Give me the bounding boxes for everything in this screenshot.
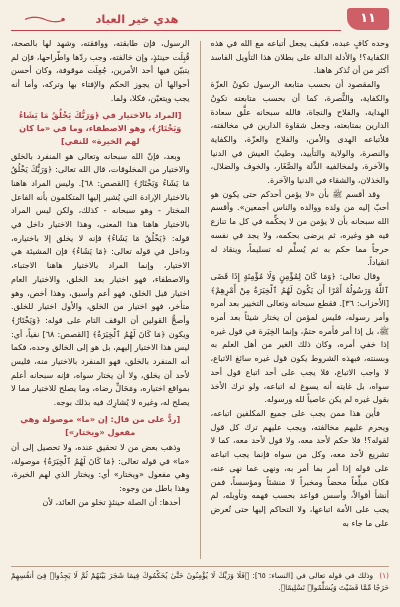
page-number-badge: ١١ <box>347 8 389 30</box>
text-columns <box>11 37 389 563</box>
paragraph: وحده كافٍ عبده، فكيف يجعل أتباعه مع الله في هذه الكفاية؟! والأدلة الدالة على بطلان هذا التأويل الفاسد أكثر من أن تُذكر هاهنا. <box>210 38 389 76</box>
footnote <box>11 570 389 604</box>
paragraph: وذهب بعض من لا تحقيق عنده، ولا تحصيل إلى أن «ما» في قوله تعالى: ﴿مَا كَانَ لَهُمُ ٱلْخِيَرَةُ﴾ موصولة، وهي مفعول «ويختار» أي: ويختار الذي لهم الخيرة، وهذا باطل من وجوه: <box>11 441 190 493</box>
section-heading: [ردٌّ على من قال: إن «ما» موصولة وهي مفعول «ويختار»] <box>20 413 181 437</box>
paragraph: أحدها: أن الصلة حينئذٍ تخلو من العائد، لأن <box>42 496 181 507</box>
footnote-rule <box>11 566 389 567</box>
column-divider <box>200 41 201 559</box>
ornament-icon <box>23 15 67 24</box>
paragraph: والمقصود أن بحسب متابعة الرسول تكونُ العزّة والكفاية، والنُّصرة، كما أن بحسب متابعته تكونُ الهداية، والفلاح والنجاة، فالله سبحانه علَّق سعادة الدارين بمتابعته، وجعل شقاوة الدارين في مخالفته، فلأتباعه الهدى والأمن، والفلاح والعزّة، والكفاية والنصرة، والولاية والتأييد، وطيبُ العيش في الدنيا والآخرة، ولمخالفيه الذِّلة والصَّغَار، والخوف والضلال، والخذلان، والشقاء في الدنيا والآخرة. <box>210 79 389 186</box>
header-rule <box>11 30 341 31</box>
paragraph: فأين هذا ممن يجب على جميع المكلفين اتباعه، ويحرم عليهم مخالفته، ويجب عليهم ترك كل قول لقوله؟! فلا حكم لأحد معه، ولا قول لأحد معه، كما لا تشريع لأحد معه، وكل من سواه فإنما يجب اتباعه على قوله إذا أمر بما أمر به، ونهى عما نهى عنه، فكان مبلِّغاً محضاً ومخبراً لا منشئاً ومؤسساً، فمن أنشأ أقوالاً، وأسس قواعد بحسب فهمه وتأويله، لم يجب على الأمة اتباعها، ولا التحاكم إليها حتى تُعرض على ما جاء به <box>210 407 389 528</box>
page-header <box>11 8 389 34</box>
footnote-number: (١) <box>379 571 389 580</box>
footnote-text: وذلك في قوله تعالى في [النساء: ٦٥]: ﴿فَلَا وَرَبِّكَ لَا يُؤْمِنُونَ حَتَّىٰ يُحَكِّمُوكَ فِيمَا شَجَرَ بَيْنَهُمْ ثُمَّ لَا يَجِدُوا۟ فِىٓ أَنفُسِهِمْ حَرَجًا مِّمَّا قَضَيْتَ وَيُسَلِّمُوا۟ تَسْلِيمًا﴾. <box>11 571 389 592</box>
paragraph: وقد أقسم ﷺ بأن «لا يؤمن أحدكم حتى يكون هو أحبّ إليه من ولده ووالده والناس أجمعين». وأقسم الله سبحانه بأن لا يؤمن من لا يحكِّمه في كل ما تنازع فيه هو وغيره، ثم يرضى بحكمه، ولا يجد في نفسه حرجاً مما حكم به ثم يُسلِّم له تسليماً، وينقاد له انقياداً. <box>210 188 389 268</box>
paragraph: وقال تعالى: ﴿وَمَا كَانَ لِمُؤْمِنٍ وَلَا مُؤْمِنَةٍ إِذَا قَضَى ٱللَّهُ وَرَسُولُهُ أَمْرًا أَن يَكُونَ لَهُمُ ٱلْخِيَرَةُ مِنْ أَمْرِهِمْ﴾ [الأحزاب: ٣٦]. فقطع سبحانه وتعالى التخيير بعد أمره وأمر رسوله، فليس لمؤمن أن يختار شيئاً بعد أمره ﷺ، بل إذا أمر فأمره حتمٌ، وإنما الخِيَرة في قول غيره إذا خفي أمره، وكان ذلك الغير من أهل العلم به وبسنته، فبهذه الشروط يكون قول غيره سائغ الاتباع، لا واجب الاتباع، فلا يجب على أحد اتباع قول أحد سواه، بل غايته أنه يسوغ له اتباعه، ولو ترك الأخذ بقول غيره لم يكن عاصياً لله ورسوله. <box>210 270 389 405</box>
running-title: هدي خير العباد <box>95 12 179 26</box>
right-column <box>211 37 390 563</box>
paragraph: وبعد، فإنّ الله سبحانه وتعالى هو المنفرد بالخلق والاختيار من المخلوقات، قال الله تعالى: ﴿وَرَبُّكَ يَخْلُقُ مَا يَشَاءُ وَيَخْتَارُ﴾ [القصص: ٦٨]. وليس المراد هاهنا بالاختيار الإرادة التي يُشير إليها المتكلمون بأنه الفاعل المختار - وهو سبحانه - كذلك، ولكن ليس المراد بالاختيار هاهنا هذا المعنى، وهذا الاختيار داخل في قوله: ﴿يَخْلُقُ مَا يَشَاءُ﴾ فإنه لا يخلق إلا باختياره، وداخل في قوله تعالى: ﴿مَا يَشَاءُ﴾ فإن المشيئة هي الاختيار، وإنما المراد بالاختيار هاهنا الاجتباء، والاصطفاء، فهو اختيار بعد الخلق، والاختيار العام اختيار قبل الخلق، فهو أعم وأسبق، وهذا أخص، وهو متأخر، فهو اختيار من الخلق، والأول اختيار للخلق. وأصحُّ القولين أن الوقف التام على قوله: ﴿وَيَخْتَارُ﴾ ويكون ﴿مَا كَانَ لَهُمُ ٱلْخِيَرَةُ﴾ [القصص: ٦٨] نفياً، أي: ليس هذا الاختيار إليهم، بل هو إلى الخالق وحده، فكما أنه المنفرد بالخلق، فهو المنفرد بالاختيار منه، فليس لأحد أن يخلق، ولا أن يختار سواه، فإنه سبحانه أعلم بمواقع اختياره، ومَحَالِّ رضاه، وما يصلح للاختيار مما لا يصلح له، وغيره لا يُشارِك فيه بذلك بوجه. <box>11 150 190 408</box>
paragraph: الرسول، فإن طابقته، ووافقته، وشهد لها بالصحة، قُبِلَت حينئذٍ، وإن خالفته، وجب ردّها واطّراحها، فإن لم يتبيّن فيها أحد الأمرين، جُعِلَت موقوفة، وكان أحسن أحوالها أن يجوز الحكم والإفتاء بها وتركه، وأما أنه يجب ويتعيّن، فكلا، ولما. <box>11 38 190 103</box>
section-heading: [المراد بالاختيار في ﴿وَرَبُّكَ يَخْلُقُ مَا يَشَاءُ وَيَخْتَارُ﴾، وهو الاصطفاء، وما في «ما كان لهم الخيرة» للنفي] <box>19 109 182 146</box>
left-column <box>11 37 190 563</box>
